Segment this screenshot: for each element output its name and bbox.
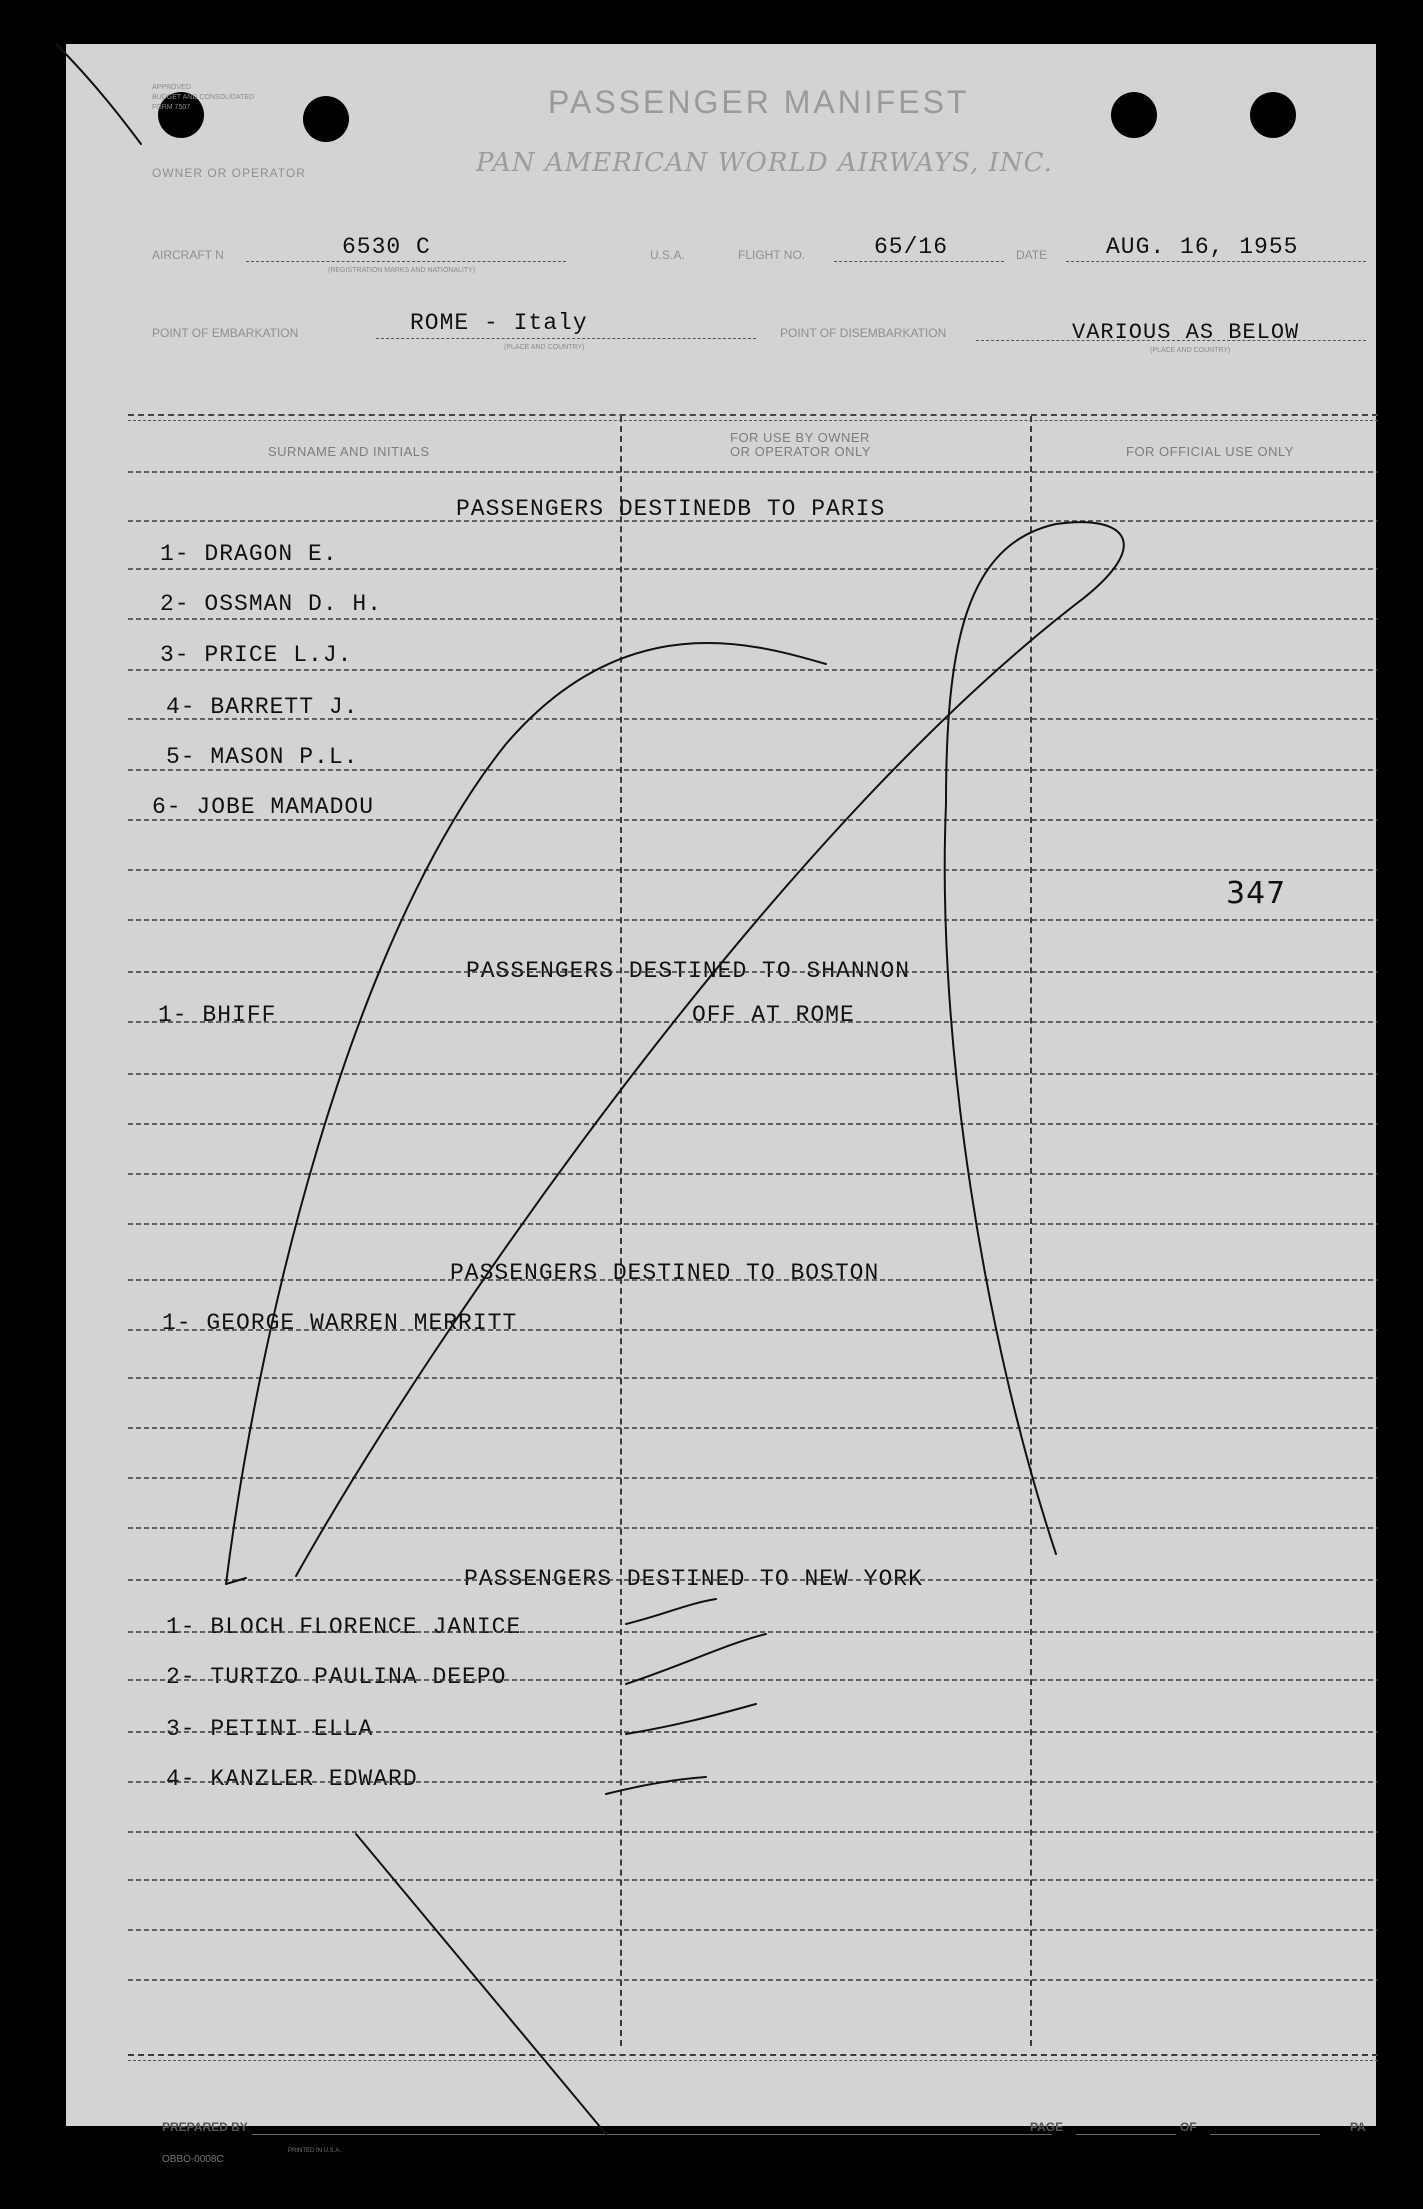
disembark-value: VARIOUS AS BELOW <box>1072 320 1300 345</box>
passenger-row: 4- BARRETT J. <box>166 694 359 720</box>
aircraft-sublabel: (REGISTRATION MARKS AND NATIONALITY) <box>328 267 476 274</box>
col-header-official: FOR OFFICIAL USE ONLY <box>1126 444 1294 459</box>
pen-stroke <box>626 1634 766 1684</box>
embark-sublabel: (PLACE AND COUNTRY) <box>504 344 585 351</box>
section-heading-boston: PASSENGERS DESTINED TO BOSTON <box>450 1260 880 1286</box>
flight-value: 65/16 <box>874 234 949 260</box>
pen-stroke <box>626 1599 716 1624</box>
approval-stamp-line: APPROVED <box>152 84 191 91</box>
form-number: OBBO-0008C <box>162 2154 224 2165</box>
passenger-row: 4- KANZLER EDWARD <box>166 1766 418 1792</box>
passenger-row: 3- PETINI ELLA <box>166 1716 374 1742</box>
section-heading-shannon: PASSENGERS DESTINED TO SHANNON <box>466 958 911 984</box>
passenger-row: 1- BLOCH FLORENCE JANICE <box>166 1614 522 1640</box>
col-header-owner-use: OR OPERATOR ONLY <box>730 444 871 459</box>
operator-name: PAN AMERICAN WORLD AIRWAYS, INC. <box>476 148 1053 178</box>
of-line <box>1210 2134 1320 2135</box>
passenger-row: 2- TURTZO PAULINA DEEPO <box>166 1664 507 1690</box>
aircraft-value: 6530 C <box>342 234 431 260</box>
pen-stroke <box>356 1834 606 2134</box>
prepared-by-line <box>252 2134 1052 2135</box>
embark-value: ROME - Italy <box>410 310 588 336</box>
passenger-row: 1- BHIFF <box>158 1002 277 1028</box>
date-label: DATE <box>1016 248 1048 262</box>
prepared-by-label: PREPARED BY <box>162 2120 248 2134</box>
passenger-row: 1- GEORGE WARREN MERRITT <box>162 1310 518 1336</box>
shannon-note: OFF AT ROME <box>692 1002 855 1028</box>
approval-stamp-line: BUDGET AND CONSOLIDATED <box>152 94 255 101</box>
usa-label: U.S.A. <box>650 248 685 262</box>
official-number: 347 <box>1226 876 1287 911</box>
form-title: PASSENGER MANIFEST <box>548 84 970 120</box>
pen-stroke <box>226 1578 246 1584</box>
printed-mark: PRINTED IN U.S.A. <box>288 2148 342 2154</box>
passenger-row: 6- JOBE MAMADOU <box>152 794 375 820</box>
passenger-row: 5- MASON P.L. <box>166 744 359 770</box>
of-label: OF <box>1180 2120 1197 2134</box>
flight-label: FLIGHT NO. <box>738 248 806 262</box>
manifest-sheet <box>66 44 1376 2165</box>
disembark-sublabel: (PLACE AND COUNTRY) <box>1150 347 1231 354</box>
pen-stroke <box>56 44 141 144</box>
passenger-row: 2- OSSMAN D. H. <box>160 591 383 617</box>
passenger-row: 1- DRAGON E. <box>160 541 338 567</box>
date-value: AUG. 16, 1955 <box>1106 234 1299 260</box>
page-line <box>1076 2134 1176 2135</box>
aircraft-label: AIRCRAFT N <box>152 248 224 262</box>
pen-stroke <box>296 522 1124 1576</box>
embark-label: POINT OF EMBARKATION <box>152 326 299 340</box>
disembark-label: POINT OF DISEMBARKATION <box>780 326 947 340</box>
pa-label: PA <box>1350 2120 1366 2134</box>
col-header-owner-use: FOR USE BY OWNER <box>730 430 870 445</box>
ink-layer <box>66 44 1376 2126</box>
page-label: PAGE <box>1030 2120 1064 2134</box>
approval-stamp-line: FORM 7507 <box>152 104 191 111</box>
col-header-surname: SURNAME AND INITIALS <box>268 444 430 459</box>
pen-stroke <box>606 1777 706 1794</box>
pen-stroke <box>226 643 826 1584</box>
section-heading-newyork: PASSENGERS DESTINED TO NEW YORK <box>464 1566 923 1592</box>
passenger-row: 3- PRICE L.J. <box>160 642 353 668</box>
owner-label: OWNER OR OPERATOR <box>152 166 306 180</box>
pen-stroke <box>626 1704 756 1734</box>
section-heading-paris: PASSENGERS DESTINEDB TO PARIS <box>456 496 886 522</box>
